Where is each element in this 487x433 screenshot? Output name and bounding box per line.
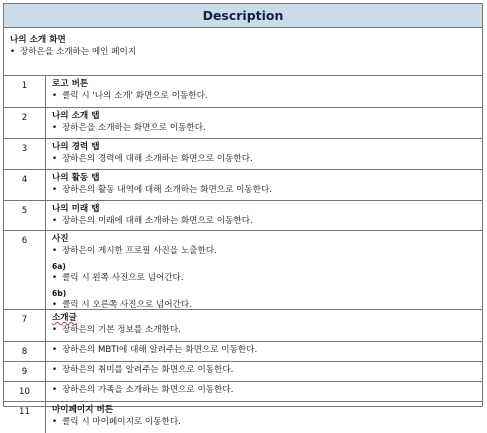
row-number: 5	[4, 201, 46, 230]
row-number: 10	[4, 382, 46, 401]
table-row	[4, 201, 482, 231]
screen-description: • 장하은을 소개하는 메인 페이지	[10, 46, 476, 58]
row-content	[46, 76, 482, 107]
screen-title: 나의 소개 화면	[10, 35, 66, 45]
table-row	[4, 342, 482, 362]
description-table	[3, 3, 483, 427]
row-content	[46, 170, 482, 200]
row-title: 마이페이지 버튼	[52, 405, 114, 415]
row-number: 3	[4, 139, 46, 169]
row-number: 2	[4, 108, 46, 138]
row-bullet: • 클릭 시 마이페이지로 이동한다.	[52, 417, 478, 429]
table-row	[4, 402, 482, 433]
row-content	[46, 342, 482, 361]
row-content	[46, 382, 482, 401]
row-number: 4	[4, 170, 46, 200]
row-title: 로고 버튼	[52, 79, 89, 89]
row-content	[46, 139, 482, 169]
table-header: Description	[4, 4, 482, 28]
row-bullet: • 장하은의 경력에 대해 소개하는 화면으로 이동한다.	[52, 154, 478, 166]
row-bullet: • 장하은을 소개하는 화면으로 이동한다.	[52, 123, 478, 135]
row-bullet: • 장하은의 취미를 알려주는 화면으로 이동한다.	[52, 365, 478, 377]
row-content	[46, 201, 482, 230]
row-content	[46, 231, 482, 309]
row-title: 나의 미래 탭	[52, 204, 100, 214]
row-content	[46, 310, 482, 341]
sub-item-label: 6a)	[52, 262, 66, 271]
row-content	[46, 362, 482, 381]
table-row	[4, 76, 482, 108]
row-bullet: • 장하은의 활동 내역에 대해 소개하는 화면으로 이동한다.	[52, 185, 478, 197]
row-title: 사진	[52, 234, 69, 244]
row-title: 나의 경력 탭	[52, 142, 100, 152]
table-row	[4, 108, 482, 139]
row-bullet: • 장하은이 게시한 프로필 사진을 노출한다.	[52, 246, 478, 258]
row-title: 소개글	[52, 313, 77, 323]
row-title: 나의 활동 탭	[52, 173, 100, 183]
screen-intro	[4, 28, 482, 76]
table-row	[4, 310, 482, 342]
table-row	[4, 382, 482, 402]
table-row	[4, 362, 482, 382]
row-number: 6	[4, 231, 46, 309]
row-content	[46, 108, 482, 138]
row-number: 8	[4, 342, 46, 361]
sub-item-label: 6b)	[52, 289, 67, 298]
row-bullet: • 장하은의 MBTI에 대해 알려주는 화면으로 이동한다.	[52, 345, 478, 357]
row-bullet: • 장하은의 기본 정보를 소개한다.	[52, 325, 478, 337]
table-row	[4, 231, 482, 310]
row-number: 9	[4, 362, 46, 381]
row-bullet: • 클릭 시 '나의 소개' 화면으로 이동한다.	[52, 91, 478, 103]
row-content	[46, 402, 482, 433]
row-number: 1	[4, 76, 46, 107]
table-row	[4, 139, 482, 170]
row-title: 나의 소개 탭	[52, 111, 100, 121]
row-bullet: • 장하은의 미래에 대해 소개하는 화면으로 이동한다.	[52, 216, 478, 228]
sub-item-bullet: • 클릭 시 오른쪽 사진으로 넘어간다.	[52, 300, 478, 312]
row-number: 11	[4, 402, 46, 433]
row-bullet: • 장하은의 가족을 소개하는 화면으로 이동한다.	[52, 385, 478, 397]
sub-item-bullet: • 클릭 시 왼쪽 사진으로 넘어간다.	[52, 273, 478, 285]
row-number: 7	[4, 310, 46, 341]
table-row	[4, 170, 482, 201]
